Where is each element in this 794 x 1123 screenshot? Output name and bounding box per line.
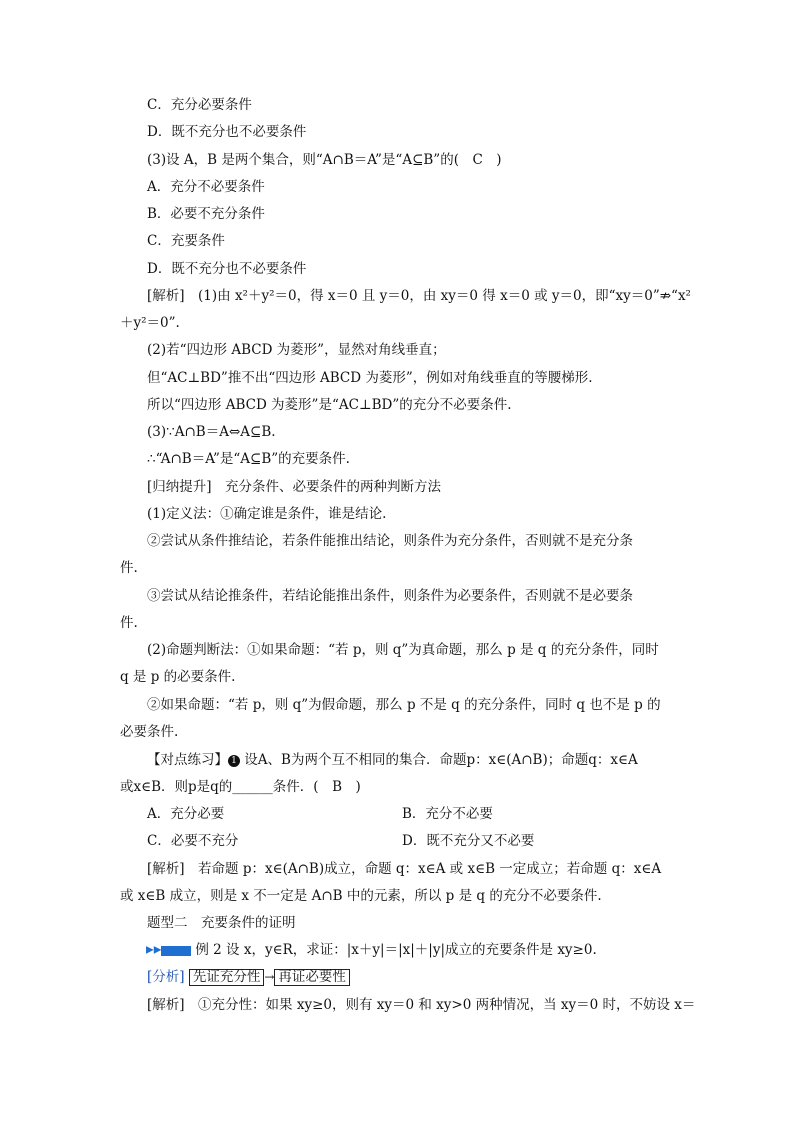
option-d-line-2: D．既不充分也不必要条件 [147, 261, 307, 277]
analysis-2-line: (2)若“四边形 ABCD 为菱形”，显然对角线垂直； [147, 342, 446, 358]
proposition-2-line: ②如果命题：“若 p，则 q”为假命题，那么 p 不是 q 的充分条件，同时 q 也不是 p 的 [147, 697, 661, 713]
practice-option-a: A．充分必要 [147, 806, 225, 822]
option-a-line: A．充分不必要条件 [147, 179, 265, 195]
proposition-method-line: (2)命题判断法：①如果命题：“若 p，则 q”为真命题，那么 p 是 q 的充分条件，同时 [147, 642, 659, 658]
proof-line: [解析] ①充分性：如果 xy≥0，则有 xy＝0 和 xy>0 两种情况，当 xy＝0 时，不妨设 x＝ [147, 997, 696, 1013]
proposition-method-cont: q 是 p 的必要条件. [120, 669, 236, 685]
practice-analysis-line: [解析] 若命题 p：x∈(A∩B)成立，命题 q：x∈A 或 x∈B 一定成立；若命题 q：x∈A [147, 861, 662, 877]
step-2-cont: 件. [120, 560, 138, 576]
example-2-text: 例 2 设 x，y∈R，求证：|x＋y|＝|x|＋|y|成立的充要条件是 xy≥0. [195, 942, 597, 958]
flow-box-necessity: 再证必要性 [274, 969, 350, 986]
practice-cont: 或x∈B．则p是q的______条件．( B ) [120, 779, 361, 795]
practice-analysis-cont: 或 x∈B 成立，则是 x 不一定是 A∩B 中的元素，所以 p 是 q 的充分不必要条件. [120, 888, 602, 904]
step-2-line: ②尝试从条件推结论，若条件能推出结论，则条件为充分条件，否则就不是充分条 [147, 533, 633, 549]
analysis-2b-line: 但“AC⊥BD”推不出“四边形 ABCD 为菱形”，例如对角线垂直的等腰梯形. [147, 370, 593, 386]
example-bar-icon [161, 946, 191, 956]
flow-arrow-icon: → [264, 970, 275, 984]
option-b-line: B．必要不充分条件 [147, 206, 265, 222]
practice-option-b: B．充分不必要 [402, 806, 493, 822]
practice-tag: 【对点练习】 [147, 752, 228, 768]
option-c-line: C．充分必要条件 [147, 97, 252, 113]
practice-line [147, 751, 638, 769]
option-d-line: D．既不充分也不必要条件 [147, 124, 307, 140]
analysis-flow-line [147, 968, 350, 986]
step-3-line: ③尝试从结论推条件，若结论能推出条件，则条件为必要条件，否则就不是必要条 [147, 588, 633, 604]
practice-option-c: C．必要不充分 [147, 833, 239, 849]
analysis-2c-line: 所以“四边形 ABCD 为菱形”是“AC⊥BD”的充分不必要条件. [147, 397, 512, 413]
flow-box-sufficiency: 先证充分性 [189, 969, 265, 986]
summary-heading: [归纳提升] 充分条件、必要条件的两种判断方法 [147, 479, 442, 495]
practice-number-icon: 1 [228, 755, 240, 767]
analysis-1-cont: ＋y²＝0”. [120, 315, 180, 331]
analysis-1-line: [解析] (1)由 x²＋y²＝0，得 x＝0 且 y＝0，由 xy＝0 得 x＝0 或 y＝0，即“xy＝0”⇏“x² [147, 288, 691, 304]
section-heading: 题型二 充要条件的证明 [147, 915, 296, 931]
option-c-line-2: C．充要条件 [147, 233, 225, 249]
practice-text: 设A、B为两个互不相同的集合．命题p：x∈(A∩B)；命题q：x∈A [244, 752, 638, 768]
question-3-line: (3)设 A，B 是两个集合，则“A∩B＝A”是“A⊆B”的( C ) [147, 152, 502, 168]
example-2-line [146, 941, 597, 960]
proposition-2-cont: 必要条件. [120, 724, 179, 740]
practice-option-d: D．既不充分又不必要 [402, 833, 535, 849]
analysis-3b-line: ∴“A∩B＝A”是“A⊆B”的充要条件. [147, 451, 350, 467]
step-3-cont: 件. [120, 615, 138, 631]
definition-method-line: (1)定义法：①确定谁是条件，谁是结论. [147, 506, 387, 522]
double-arrow-icon: ▶▶ [146, 944, 162, 956]
analysis-3-line: (3)∵A∩B＝A⇔A⊆B. [147, 424, 276, 440]
analysis-tag: [分析] [147, 969, 185, 985]
